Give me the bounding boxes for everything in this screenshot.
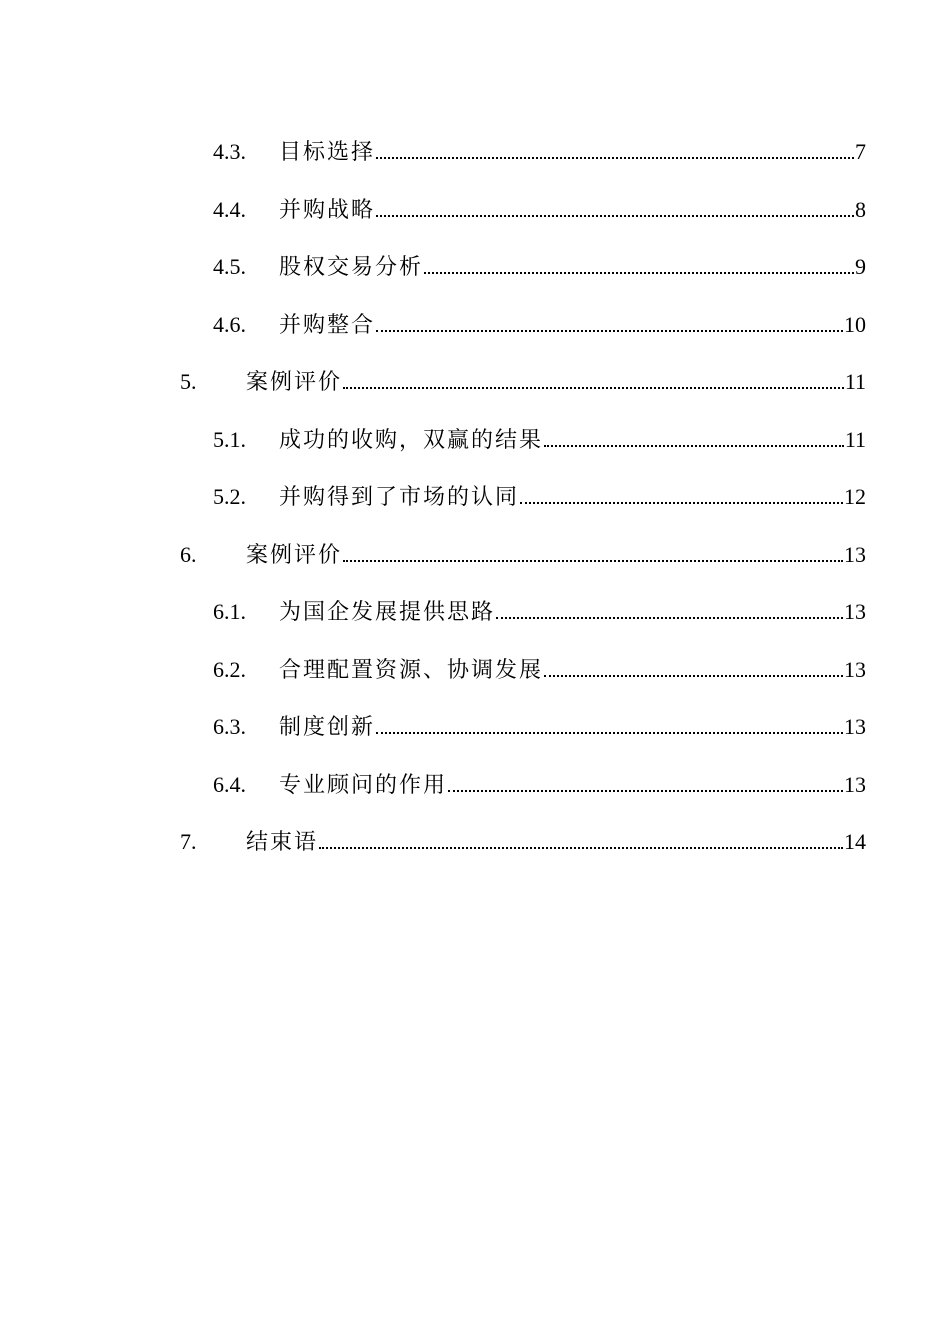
toc-entry-number: 6.1. <box>213 599 246 624</box>
toc-dot-leader <box>496 617 843 619</box>
toc-dot-leader <box>319 847 843 849</box>
toc-entry-title: 为国企发展提供思路 <box>279 599 496 624</box>
toc-entry-title: 并购战略 <box>279 197 376 222</box>
toc-entry-title: 案例评价 <box>246 369 343 394</box>
toc-entry-page: 13 <box>844 599 866 624</box>
toc-entry-number: 5. <box>180 369 197 394</box>
toc-entry[interactable] <box>213 195 866 225</box>
toc-entry-page: 10 <box>844 312 866 337</box>
toc-entry-number: 6.3. <box>213 714 246 739</box>
toc-entry[interactable] <box>213 482 866 512</box>
toc-entry-title: 合理配置资源、协调发展 <box>279 657 544 682</box>
toc-dot-leader <box>424 272 854 274</box>
toc-entry-page: 13 <box>844 714 866 739</box>
toc-dot-leader <box>376 215 854 217</box>
toc-entry-page: 13 <box>844 542 866 567</box>
toc-dot-leader <box>376 330 843 332</box>
toc-entry-page: 13 <box>844 772 866 797</box>
toc-entry-page: 7 <box>855 139 866 164</box>
toc-entry-title: 目标选择 <box>279 139 376 164</box>
toc-entry-title: 专业顾问的作用 <box>279 772 448 797</box>
toc-dot-leader <box>376 157 854 159</box>
toc-dot-leader <box>544 675 843 677</box>
toc-entry-number: 4.6. <box>213 312 246 337</box>
toc-dot-leader <box>448 790 843 792</box>
toc-entry-page: 9 <box>855 254 866 279</box>
toc-entry-number: 5.2. <box>213 484 246 509</box>
toc-entry-page: 14 <box>844 829 866 854</box>
toc-entry-page: 13 <box>844 657 866 682</box>
toc-entry[interactable] <box>213 655 866 685</box>
toc-entry[interactable] <box>213 137 866 167</box>
toc-entry-title: 结束语 <box>246 829 319 854</box>
toc-entry[interactable] <box>213 252 866 282</box>
toc-entry-page: 11 <box>844 369 866 394</box>
toc-dot-leader <box>520 502 843 504</box>
toc-entry-title: 并购整合 <box>279 312 376 337</box>
toc-dot-leader <box>343 560 843 562</box>
toc-entry-page: 8 <box>855 197 866 222</box>
toc-entry-page: 11 <box>844 427 866 452</box>
toc-entry-title: 制度创新 <box>279 714 376 739</box>
toc-entry-number: 7. <box>180 829 197 854</box>
toc-entry-number: 6.2. <box>213 657 246 682</box>
toc-dot-leader <box>544 445 844 447</box>
toc-entry[interactable] <box>213 310 866 340</box>
toc-entry[interactable] <box>180 540 866 570</box>
toc-entry-page: 12 <box>844 484 866 509</box>
toc-entry-number: 4.4. <box>213 197 246 222</box>
toc-dot-leader <box>376 732 843 734</box>
toc-entry-number: 6.4. <box>213 772 246 797</box>
toc-entry[interactable] <box>180 367 866 397</box>
toc-entry[interactable] <box>213 597 866 627</box>
toc-entry-title: 案例评价 <box>246 542 343 567</box>
toc-entry-title: 并购得到了市场的认同 <box>279 484 520 509</box>
toc-entry[interactable] <box>213 712 866 742</box>
toc-entry[interactable] <box>213 770 866 800</box>
toc-entry-number: 4.5. <box>213 254 246 279</box>
toc-entry-number: 5.1. <box>213 427 246 452</box>
toc-entry-title: 成功的收购，双赢的结果 <box>279 427 544 452</box>
toc-entry-number: 6. <box>180 542 197 567</box>
toc-entry-title: 股权交易分析 <box>279 254 424 279</box>
toc-entry-number: 4.3. <box>213 139 246 164</box>
toc-dot-leader <box>343 387 844 389</box>
toc-entry[interactable] <box>213 425 866 455</box>
toc-entry[interactable] <box>180 827 866 857</box>
